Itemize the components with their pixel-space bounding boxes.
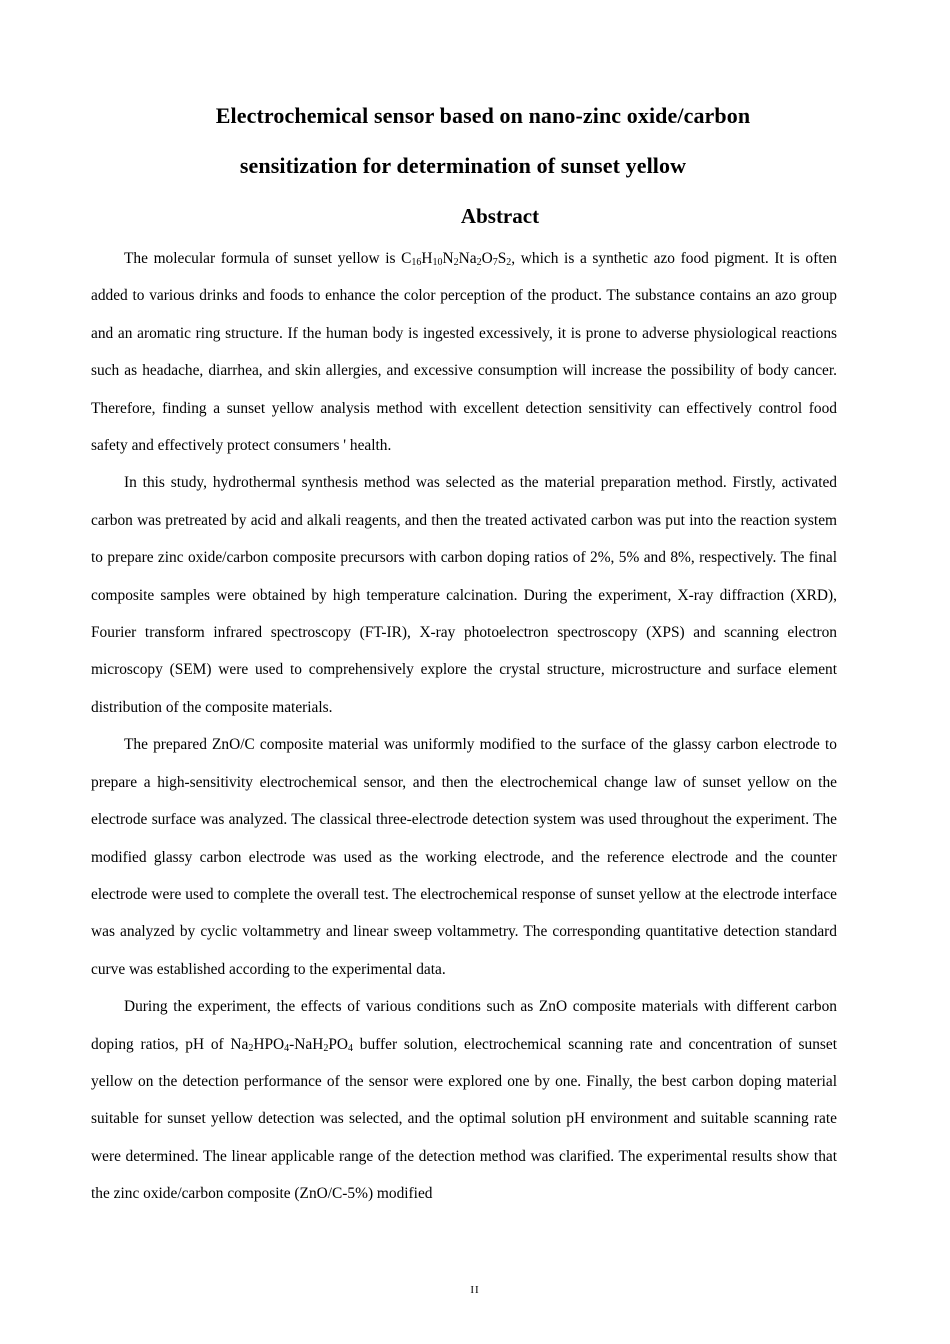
abstract-heading: Abstract xyxy=(460,204,540,228)
molecular-formula: $C_{16}H_{10}N_2Na_2O_7S_2$ xyxy=(401,250,512,268)
abstract-paragraph-2: In this study, hydrothermal synthesis method was selected as the material preparation method. Firstly, activated carbon was pretreated by acid and alkali reagents, and then the treated activated carbon was put into the reaction system to prepare zinc oxide/carbon composite precursors with carbon doping ratios of 2%, 5% and 8%, respectively. The final composite samples were obtained by high temperature calcination. During the experiment, X-ray diffraction (XRD), Fourier transform infrared spectroscopy (FT-IR), X-ray photoelectron spectroscopy (XPS) and scanning electron microscopy (SEM) were used to comprehensively explore the crystal structure, microstructure and surface element distribution of the composite materials. xyxy=(91,474,837,716)
paper-title-line-1: Electrochemical sensor based on nano-zinc oxide/carbon xyxy=(215,103,751,128)
paragraph-1-intro: The molecular formula of sunset yellow is xyxy=(124,250,402,267)
paragraph-4-rest: buffer solution, electrochemical scanning rate and concentration of sunset yellow on the detection performance of the sensor were explored one by one. Finally, the best carbon doping material suitable for sunset yellow detection was selected, and the optimal solution pH environment and suitable scanning rate were determined. The linear applicable range of the detection method was clarified. The experimental results show that the zinc oxide/carbon composite (ZnO/C-5%) modified xyxy=(91,1035,837,1203)
abstract-paragraph-3: The prepared ZnO/C composite material was uniformly modified to the surface of the glassy carbon electrode to prepare a high-sensitivity electrochemical sensor, and then the electrochemical change law of sunset yellow on the electrode surface was analyzed. The classical three-electrode detection system was used throughout the experiment. The modified glassy carbon electrode was used as the working electrode, and the reference electrode and the counter electrode were used to complete the overall test. The electrochemical response of sunset yellow at the electrode interface was analyzed by cyclic voltammetry and linear sweep voltammetry. The corresponding quantitative detection standard curve was established according to the experimental data. xyxy=(91,736,837,978)
page-number: II xyxy=(470,1284,480,1296)
buffer-formula: $Na_2HPO_4-NaH_2PO_4$ xyxy=(230,1035,354,1054)
abstract-body xyxy=(91,240,837,1213)
paper-title-line-2: sensitization for determination of sunset yellow xyxy=(239,153,687,178)
paragraph-1-rest: , which is a synthetic azo food pigment. It is often added to various drinks and foods to enhance the color perception of the product. The substance contains an azo group and an aromatic ring structure. If the human body is ingested excessively, it is prone to adverse physiological reactions such as headache, diarrhea, and skin allergies, and excessive consumption will increase the possibility of body cancer. Therefore, finding a sunset yellow analysis method with excellent detection sensitivity can effectively control food safety and effectively protect consumers ' health. xyxy=(91,250,837,455)
abstract-paragraph-4 xyxy=(91,988,837,1212)
abstract-paragraph-1 xyxy=(91,240,837,464)
paragraph-4-intro: During the experiment, the effects of various conditions such as ZnO composite materials with different carbon doping ratios, pH of xyxy=(91,998,837,1053)
